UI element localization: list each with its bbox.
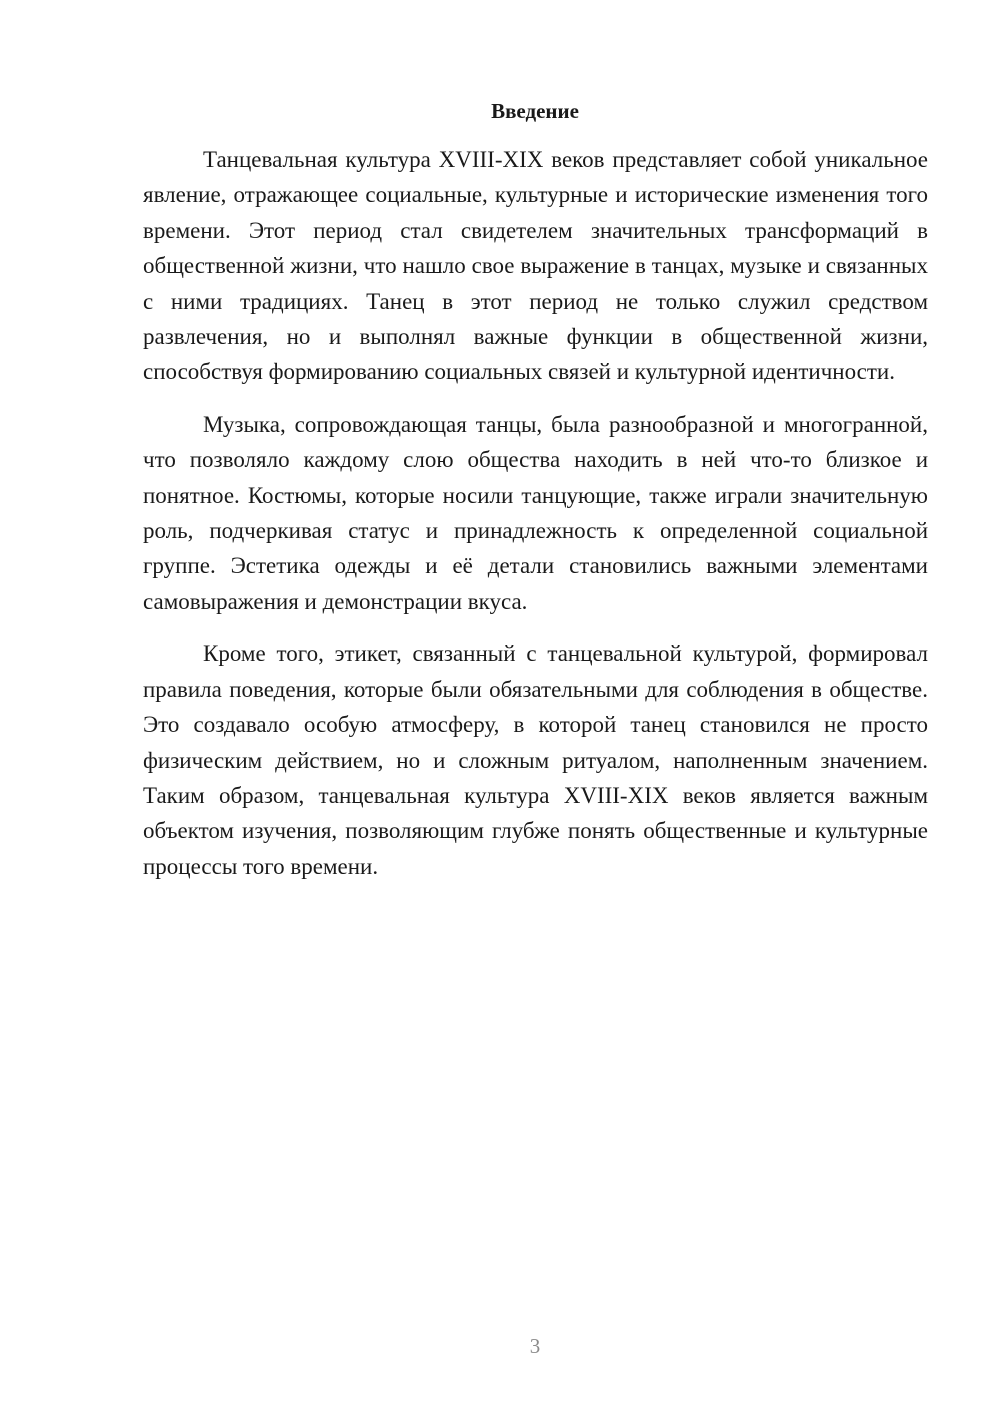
page-number: 3: [529, 1334, 541, 1358]
section-heading: Введение: [491, 99, 579, 123]
paragraph-3: Кроме того, этикет, связанный с танцевальной культурой, формировал правила поведения, которые были обязательными для соблюдения в обществе. Это создавало особую атмосферу, в которой танец становился не просто физическим действием, но и сложным ритуалом, наполненным значением. Таким образом, танцевальная культура XVIII-XIX веков является важным объектом изучения, позволяющим глубже понять общественные и культурные процессы того времени.: [143, 641, 928, 879]
paragraph-2: Музыка, сопровождающая танцы, была разнообразной и многогранной, что позволяло каждому слою общества находить в ней что-то близкое и понятное. Костюмы, которые носили танцующие, также играли значительную роль, подчеркивая статус и принадлежность к определенной социальной группе. Эстетика одежды и её детали становились важными элементами самовыражения и демонстрации вкуса.: [143, 411, 928, 614]
body-text: [143, 142, 928, 901]
paragraph-1: Танцевальная культура XVIII-XIX веков представляет собой уникальное явление, отражающее социальные, культурные и исторические изменения того времени. Этот период стал свидетелем значительных трансформаций в общественной жизни, что нашло свое выражение в танцах, музыке и связанных с ними традициях. Танец в этот период не только служил средством развлечения, но и выполнял важные функции в общественной жизни, способствуя формированию социальных связей и культурной идентичности.: [143, 147, 928, 385]
